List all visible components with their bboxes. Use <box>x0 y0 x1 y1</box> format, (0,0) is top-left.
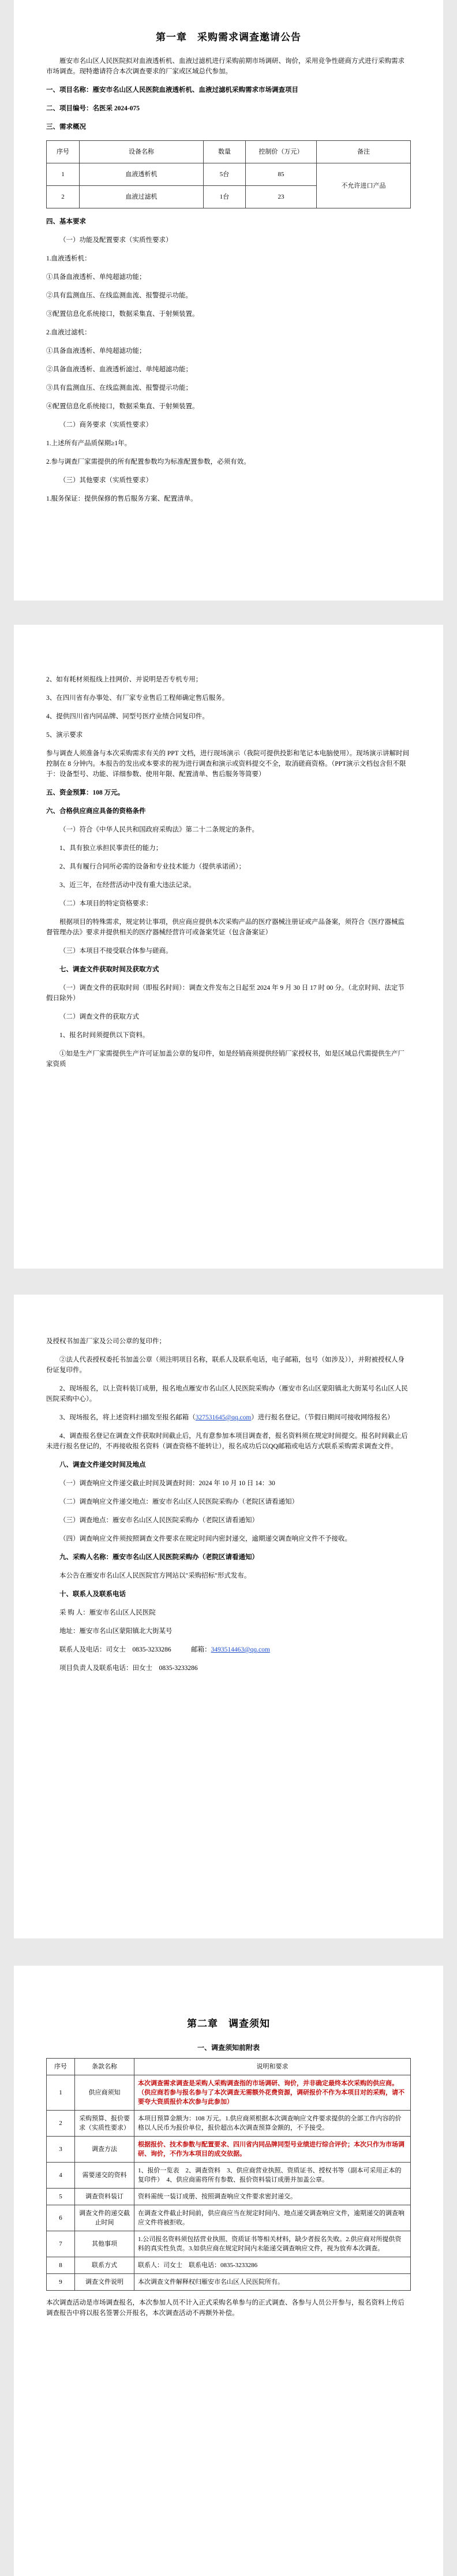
table-row: 8 联系方式 联系人：司女士 联系电话：0835-3233286 <box>47 2257 411 2274</box>
text-line: （二）调查文件的获取方式 <box>59 1013 139 1020</box>
text-line: 2.参与调查厂家需提供的所有配置参数均为标准配置参数，必须有效。 <box>46 458 250 465</box>
text-line: 2.血液过滤机： <box>46 329 91 336</box>
table-row: 3 调查方法 根据报价、技术参数与配置要求、四川省内同品牌同型号业绩进行综合评价；本次只作为市场调研、询价，不作为本项目的成交依据。 <box>47 2137 411 2163</box>
text-line: ②具备血液透析、血液透析滤过、单纯超滤功能； <box>46 366 192 373</box>
text-line: 4、调查报名登记在调查文件获取时间截止后，凡有意参加本项目调查者，报名资料须在规定时间提交。报名时间截止后未进行报名登记的，不再接收报名资料（调查资格不能转让），报名成功后以QQ邮箱或电话方式联系采购需求调查文件。 <box>46 1433 408 1450</box>
chapter-title: 第一章 采购需求调查邀请公告 <box>156 32 301 43</box>
text-line: ④配置信息化系统接口，数据采集直、于射频装置。 <box>46 403 199 410</box>
text-line: ③配置信息化系统接口，数据采集直、于射频装置。 <box>46 311 199 318</box>
text-line: 2、现场报名，以上资料装订成册，报名地点雁安市名山区人民医院采购办（雁安市名山区蒙阳镇北大街某号名山区人民医院采购中心）。 <box>46 1385 408 1403</box>
document-page-2 <box>14 625 443 1269</box>
text-line: 根据项目的特殊需求，规定转让事項，供应商应提供本次采购产品的医疗器械注册证或产品备案，须符合《医疗器械监督管理办法》要求并提供相关的医疗器械经营许可或备案凭证（包含备案证） <box>46 919 404 936</box>
text-line: 1.上述所有产品质保期≥1年。 <box>46 440 132 447</box>
text-line: （一）符合《中华人民共和国政府采购法》第二十二条规定的条件。 <box>59 826 259 833</box>
table-title: 一、调查须知前附表 <box>197 2044 260 2052</box>
section-heading: 八、调查文件递交时间及地点 <box>59 1462 146 1468</box>
table-header: 序号 <box>47 141 80 163</box>
text-line: 项目负责人及联系电话：田女士 0835-3233286 <box>59 1665 198 1672</box>
text-line: （三）本项目不接受联合体参与磋商。 <box>59 948 173 955</box>
text-line: 5、演示要求 <box>46 732 83 739</box>
table-header: 序号 <box>47 2059 75 2075</box>
table-row: 7 其他事项 1.公司报名资料须包括营业执照、资质证书等相关材料，缺少者报名失败。2.供应商对所提供资料的真实性负责。3.如供应商在规定时间内未能递交调查响应文件，视为放弃本次调查。 <box>47 2231 411 2257</box>
footer-paragraph: 本次调查活动是市场调查报名，本次参加人员不计入正式采购名单参与的正式调查、各参与人员公开参与，报名资料上传后调查报告中将以报名签署公开报名，本次调查活动不再额外补偿。 <box>46 2299 404 2317</box>
text-line: （一）调查文件的获取时间（即报名时间）：调查文件发布之日起至 2024 年 9 月 30 日 17 时 00 分。（北京时间、法定节假日除外） <box>46 985 404 1002</box>
demo-paragraph: 参与调查人须准备与本次采购需求有关的 PPT 文档，进行现场演示（我院可提供投影和笔记本电脑使用）。现场演示讲解时间控制在 8 分钟内。本报告的发出或本要求的视为进行调查和演示或资料提交不全，取消磋商资格。（PPT演示文档包含但不限于：设备型号、功能、详细参数、使用年限、配置清单、售后服务等简要） <box>46 750 410 778</box>
text-line: （二）本项目的特定资格要求： <box>59 900 152 907</box>
email-line: 3、现场报名，将上述资料扫描发至报名邮箱（327531645@qq.com）进行报名登记。（节假日期间可接收网络报名） <box>59 1414 394 1421</box>
item-project-number: 二、项目编号：名医采 2024-075 <box>46 105 140 112</box>
text-line: （四）调查响应文件须按照调查文件要求在规定时间内密封递交，逾期递交调查响应文件不予接收。 <box>59 1535 351 1542</box>
section-heading: 十、联系人及联系电话 <box>59 1591 126 1598</box>
text-line: ②具有监测血压、在线监测血流、报警提示功能。 <box>46 292 192 299</box>
table-header: 条款名称 <box>75 2059 134 2075</box>
chapter-title: 第二章 调查须知 <box>187 2018 270 2029</box>
budget-line: 五、资金预算：108 万元。 <box>46 789 125 796</box>
text-line: ①如是生产厂家需提供生产许可证加盖公章的复印件，如是经销商须提供经销厂家授权书，如是区域总代需提供生产厂家资质 <box>46 1050 404 1068</box>
text-line: ②法人代表授权委托书加盖公章（须注明项目名称，联系人及联系电话，电子邮箱，包号（如涉及）），并附被授权人身份证复印件。 <box>46 1356 404 1374</box>
document-page-1 <box>14 0 443 601</box>
text-line: 4、提供四川省内同品牌、同型号医疗业绩合同复印件。 <box>46 713 209 720</box>
text-line: 1、具有独立承担民事责任的能力； <box>59 845 163 852</box>
table-header: 说明和要求 <box>134 2059 411 2075</box>
text-line: 2、具有履行合同所必需的设备和专业技术能力（提供承诺函）； <box>59 863 245 870</box>
text-line: 3、在四川省有办事处、有厂家专业售后工程师确定售后服务。 <box>46 695 229 702</box>
text-line: 1.血液透析机： <box>46 255 91 262</box>
table-header: 设备名称 <box>80 141 204 163</box>
document-page-3 <box>14 1295 443 1938</box>
email-link[interactable]: 327531645@qq.com <box>195 1414 252 1421</box>
section-heading: （一）功能及配置要求（实质性要求） <box>59 237 173 244</box>
text-line: 采 购 人：雁安市名山区人民医院 <box>59 1609 156 1616</box>
item-basic-requirements: 四、基本要求 <box>46 218 86 225</box>
section-heading: 九、采购人名称：雁安市名山区人民医院采购办（老院区请看通知） <box>59 1554 259 1561</box>
table-row: 2 血液过滤机 1台 23 <box>47 186 411 208</box>
text-line: 本公告在雁安市名山区人民医院官方网站以"采购招标"形式发布。 <box>59 1572 251 1579</box>
text-line: ③具有监测血压、在线监测血流、报警提示功能； <box>46 385 192 392</box>
document-page-4 <box>14 1966 443 2576</box>
text-line: 2、如有耗材须报线上挂网价、并说明是否专机专用； <box>46 676 203 683</box>
table-row: 9 调查文件说明 本次调查文件解释权归雁安市名山区人民医院所有。 <box>47 2274 411 2291</box>
text-line: （一）调查响应文件递交截止时间及调查时间：2024 年 10 月 10 日 14：30 <box>59 1480 275 1487</box>
text-line: 及授权书加盖厂家及公司公章的复印件； <box>46 1338 166 1345</box>
contact-line: 联系人及电话：司女士 0835-3233286 邮箱：3493514463@qq.com <box>59 1646 270 1653</box>
table-row: 1 血液透析机 5台 85 不允许进口产品 <box>47 163 411 186</box>
text-line: 1.服务保证：提供保修的售后服务方案、配置清单。 <box>46 495 197 502</box>
text-line: ①具备血液透析、单纯超滤功能； <box>46 348 146 355</box>
table-header: 备注 <box>317 141 411 163</box>
text-line: 1、报名时间须提供以下资料。 <box>59 1032 149 1039</box>
item-project-name: 一、项目名称：雁安市名山区人民医院血液透析机、血液过滤机采购需求市场调查项目 <box>46 87 298 94</box>
intro-paragraph: 雁安市名山区人民医院拟对血液透析机、血液过滤机进行采购前期市场调研、询价，采用竞争性磋商方式进行采购需求市场调查。现特邀请符合本次调查要求的厂家或区域总代参加。 <box>46 58 404 75</box>
qualification-heading: 六、合格供应商应具备的资格条件 <box>46 808 146 815</box>
contact-email-link[interactable]: 3493514463@qq.com <box>211 1646 270 1653</box>
section-heading: 七、调查文件获取时间及获取方式 <box>59 966 159 973</box>
item-requirements: 三、需求概况 <box>46 124 86 131</box>
table-header: 控制价（万元） <box>246 141 317 163</box>
table-header: 数量 <box>204 141 246 163</box>
text-line: ①具备血液透析、单纯超滤功能； <box>46 274 146 281</box>
table-row: 1 供应商须知 本次调查需求调查是采购人采购调查指的市场调研、询价，并非确定最终本次采购的供应商。（供应商若参与报名参与了本次调查无需额外花费资源，调研报价不作为本项目对的采购，请不要夸大资质报价本次参与此参加） <box>47 2075 411 2111</box>
text-line: 地址：雁安市名山区蒙阳镇北大街某号 <box>59 1628 173 1635</box>
text-line: （三）调查地点：雁安市名山区人民医院采购办（老院区请看通知） <box>59 1517 259 1524</box>
section-heading: （三）其他要求（实质性要求） <box>59 477 152 484</box>
equipment-table <box>46 140 411 208</box>
text-line: （二）调查响应文件递交地点：雁安市名山区人民医院采购办（老院区请看通知） <box>59 1498 298 1505</box>
notice-table <box>46 2058 411 2291</box>
table-row: 4 需要递交的资料 1、报价一览表 2、调查资料 3、供应商营业执照、资质证书、授权书等（副本可采用正本的复印件） 4、供应商需将所有参数、报价资料装订成册并加盖公章。 <box>47 2163 411 2189</box>
table-row: 5 调查资料装订 资料需统一装订成册、按照调查响应文件要求密封递交。 <box>47 2189 411 2205</box>
table-note: 不允许进口产品 <box>317 163 411 208</box>
section-heading: （二）商务要求（实质性要求） <box>59 422 152 428</box>
text-line: 3、近三年，在经营活动中没有重大违法记录。 <box>59 882 196 889</box>
table-row: 2 采购预算、报价要求（实质性要求） 本项目预算金额为：108 万元。1.供应商须根据本次调查响应文件要求提供的全部工作内容的价格以人民币为报价单位，报价超出本次调查预算金额的，不予接受。 <box>47 2111 411 2137</box>
table-row: 6 调查文件的递交截止时间 在调查文件截止时间前，供应商应当在规定时间内、地点递交调查响应文件，逾期递交的调查响应文件将被拒收。 <box>47 2205 411 2231</box>
